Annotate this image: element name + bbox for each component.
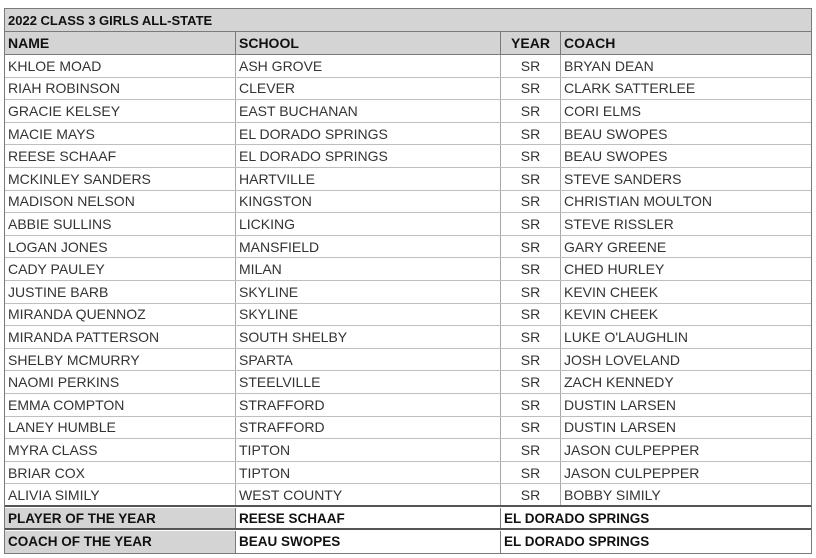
player-coach: KEVIN CHEEK	[564, 306, 659, 323]
player-coach: CLARK SATTERLEE	[564, 80, 696, 97]
table-row	[5, 191, 811, 214]
player-coach: BEAU SWOPES	[564, 125, 668, 142]
player-year: SR	[501, 55, 561, 77]
player-school: STEELVILLE	[236, 371, 501, 393]
player-name: REESE SCHAAF	[5, 145, 236, 167]
player-name: LOGAN JONES	[5, 236, 236, 258]
header-school: SCHOOL	[236, 32, 501, 54]
player-coach: LUKE O'LAUGHLIN	[564, 328, 689, 345]
player-coach: GARY GREENE	[564, 238, 667, 255]
award-label: COACH OF THE YEAR	[5, 531, 236, 553]
player-school: KINGSTON	[236, 191, 501, 213]
player-school: TIPTON	[236, 462, 501, 484]
player-coach: BEAU SWOPES	[564, 148, 668, 165]
player-school: WEST COUNTY	[236, 484, 501, 505]
player-year: SR	[501, 145, 561, 167]
table-row	[5, 439, 811, 462]
player-coach: BOBBY SIMILY	[564, 486, 661, 503]
player-school: SKYLINE	[236, 304, 501, 326]
player-school: HARTVILLE	[236, 168, 501, 190]
player-school: SOUTH SHELBY	[236, 326, 501, 348]
award-label: PLAYER OF THE YEAR	[5, 508, 236, 528]
player-school: STRAFFORD	[236, 394, 501, 416]
table-row	[5, 462, 811, 485]
table-row	[5, 349, 811, 372]
player-coach: JOSH LOVELAND	[564, 351, 680, 368]
player-year: SR	[501, 78, 561, 100]
player-name: ABBIE SULLINS	[5, 213, 236, 235]
player-school: MANSFIELD	[236, 236, 501, 258]
player-name: MIRANDA PATTERSON	[5, 326, 236, 348]
player-year: SR	[501, 258, 561, 280]
table-row	[5, 55, 811, 78]
table-row	[5, 100, 811, 123]
player-name: NAOMI PERKINS	[5, 371, 236, 393]
award-row	[5, 508, 811, 530]
player-year: SR	[501, 236, 561, 258]
award-row	[5, 531, 811, 553]
player-name: EMMA COMPTON	[5, 394, 236, 416]
player-school: TIPTON	[236, 439, 501, 461]
player-name: JUSTINE BARB	[5, 281, 236, 303]
player-coach: STEVE RISSLER	[564, 215, 674, 232]
player-school: MILAN	[236, 258, 501, 280]
player-school: STRAFFORD	[236, 417, 501, 439]
player-name: GRACIE KELSEY	[5, 100, 236, 122]
player-name: ALIVIA SIMILY	[5, 484, 236, 505]
table-row	[5, 326, 811, 349]
table-row	[5, 258, 811, 281]
player-year: SR	[501, 281, 561, 303]
table-title: 2022 CLASS 3 GIRLS ALL-STATE	[8, 12, 213, 28]
table-row	[5, 168, 811, 191]
player-year: SR	[501, 349, 561, 371]
player-school: SPARTA	[236, 349, 501, 371]
table-row	[5, 145, 811, 168]
player-name: MIRANDA QUENNOZ	[5, 304, 236, 326]
player-coach: CHED HURLEY	[564, 261, 665, 278]
header-year: YEAR	[501, 32, 561, 54]
award-school: EL DORADO SPRINGS	[504, 510, 650, 526]
player-coach: DUSTIN LARSEN	[564, 396, 677, 413]
player-year: SR	[501, 484, 561, 505]
player-name: MACIE MAYS	[5, 123, 236, 145]
award-school: EL DORADO SPRINGS	[504, 534, 650, 549]
table-row	[5, 236, 811, 259]
player-name: MCKINLEY SANDERS	[5, 168, 236, 190]
player-school: LICKING	[236, 213, 501, 235]
player-year: SR	[501, 304, 561, 326]
player-school: EL DORADO SPRINGS	[236, 123, 501, 145]
table-row	[5, 304, 811, 327]
award-winner: BEAU SWOPES	[236, 531, 501, 553]
player-coach: BRYAN DEAN	[564, 57, 654, 74]
player-year: SR	[501, 168, 561, 190]
player-year: SR	[501, 462, 561, 484]
table-row	[5, 371, 811, 394]
player-year: SR	[501, 100, 561, 122]
table-row	[5, 394, 811, 417]
player-coach: DUSTIN LARSEN	[564, 419, 677, 436]
player-name: SHELBY MCMURRY	[5, 349, 236, 371]
header-name: NAME	[5, 32, 236, 54]
player-coach: JASON CULPEPPER	[564, 464, 700, 481]
table-row	[5, 78, 811, 101]
table-title-row	[5, 9, 811, 32]
all-state-table	[4, 8, 812, 554]
player-year: SR	[501, 417, 561, 439]
player-coach: ZACH KENNEDY	[564, 374, 674, 391]
player-year: SR	[501, 326, 561, 348]
player-year: SR	[501, 191, 561, 213]
player-coach: CHRISTIAN MOULTON	[564, 193, 713, 210]
player-name: KHLOE MOAD	[5, 55, 236, 77]
header-coach: COACH	[564, 35, 616, 51]
player-coach: KEVIN CHEEK	[564, 283, 659, 300]
table-row	[5, 213, 811, 236]
player-year: SR	[501, 123, 561, 145]
table-row	[5, 281, 811, 304]
player-name: BRIAR COX	[5, 462, 236, 484]
player-school: EL DORADO SPRINGS	[236, 145, 501, 167]
player-name: CADY PAULEY	[5, 258, 236, 280]
player-coach: JASON CULPEPPER	[564, 441, 700, 458]
player-school: CLEVER	[236, 78, 501, 100]
player-name: RIAH ROBINSON	[5, 78, 236, 100]
player-coach: CORI ELMS	[564, 102, 642, 119]
player-school: SKYLINE	[236, 281, 501, 303]
player-name: MYRA CLASS	[5, 439, 236, 461]
player-school: ASH GROVE	[236, 55, 501, 77]
table-row	[5, 417, 811, 440]
award-winner: REESE SCHAAF	[236, 508, 501, 528]
player-school: EAST BUCHANAN	[236, 100, 501, 122]
player-year: SR	[501, 213, 561, 235]
player-year: SR	[501, 394, 561, 416]
player-year: SR	[501, 439, 561, 461]
table-row	[5, 123, 811, 146]
column-header-row	[5, 32, 811, 55]
player-name: LANEY HUMBLE	[5, 417, 236, 439]
player-coach: STEVE SANDERS	[564, 170, 682, 187]
table-row	[5, 484, 811, 507]
player-year: SR	[501, 371, 561, 393]
player-name: MADISON NELSON	[5, 191, 236, 213]
